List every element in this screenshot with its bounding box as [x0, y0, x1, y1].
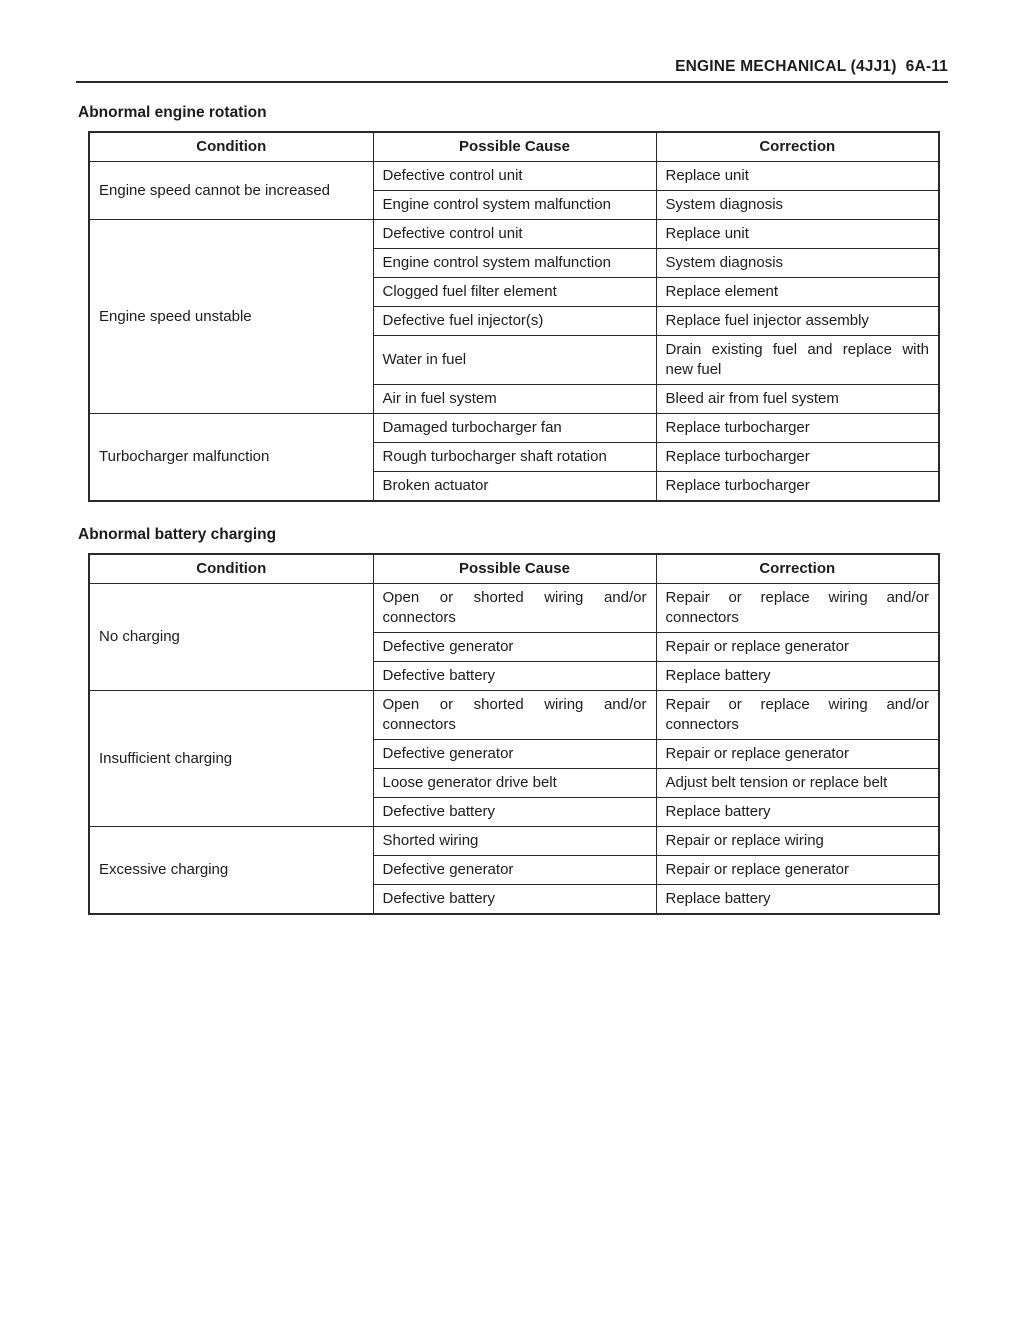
correction-cell: Repair or replace generator: [656, 740, 939, 769]
cause-cell: Open or shorted wiring and/or connectors: [373, 691, 656, 740]
header-row: [89, 132, 939, 162]
cause-cell: Clogged fuel filter element: [373, 278, 656, 307]
table-row: [89, 162, 939, 191]
condition-cell: Engine speed unstable: [89, 220, 373, 414]
column-header: Possible Cause: [373, 554, 656, 584]
cause-cell: Defective generator: [373, 856, 656, 885]
correction-cell: Replace battery: [656, 798, 939, 827]
cause-cell: Defective control unit: [373, 162, 656, 191]
condition-cell: Turbocharger malfunction: [89, 414, 373, 502]
table-row: [89, 220, 939, 249]
correction-cell: Replace turbocharger: [656, 443, 939, 472]
cause-cell: Defective fuel injector(s): [373, 307, 656, 336]
column-header: Correction: [656, 554, 939, 584]
cause-cell: Damaged turbocharger fan: [373, 414, 656, 443]
correction-cell: Replace battery: [656, 662, 939, 691]
cause-cell: Defective control unit: [373, 220, 656, 249]
table-row: [89, 691, 939, 740]
troubleshooting-table-engine-rotation: [88, 131, 940, 502]
correction-cell: Replace turbocharger: [656, 414, 939, 443]
troubleshooting-table-battery-charging: [88, 553, 940, 915]
correction-cell: Repair or replace wiring and/or connectors: [656, 691, 939, 740]
correction-cell: Replace element: [656, 278, 939, 307]
correction-cell: Replace fuel injector assembly: [656, 307, 939, 336]
cause-cell: Defective battery: [373, 885, 656, 915]
column-header: Correction: [656, 132, 939, 162]
cause-cell: Defective battery: [373, 798, 656, 827]
cause-cell: Defective generator: [373, 633, 656, 662]
condition-cell: Excessive charging: [89, 827, 373, 915]
header-row: [89, 554, 939, 584]
correction-cell: Repair or replace wiring: [656, 827, 939, 856]
cause-cell: Air in fuel system: [373, 385, 656, 414]
cause-cell: Engine control system malfunction: [373, 249, 656, 278]
cause-cell: Loose generator drive belt: [373, 769, 656, 798]
cause-cell: Engine control system malfunction: [373, 191, 656, 220]
correction-cell: Replace battery: [656, 885, 939, 915]
cause-cell: Broken actuator: [373, 472, 656, 502]
column-header: Condition: [89, 554, 373, 584]
section-title-abnormal-battery-charging: Abnormal battery charging: [78, 526, 277, 543]
cause-cell: Rough turbocharger shaft rotation: [373, 443, 656, 472]
page-content: [78, 104, 938, 915]
correction-cell: Adjust belt tension or replace belt: [656, 769, 939, 798]
cause-cell: Open or shorted wiring and/or connectors: [373, 584, 656, 633]
correction-cell: System diagnosis: [656, 249, 939, 278]
correction-cell: Replace unit: [656, 162, 939, 191]
table-row: [89, 414, 939, 443]
condition-cell: Insufficient charging: [89, 691, 373, 827]
correction-cell: Repair or replace generator: [656, 633, 939, 662]
cause-cell: Defective generator: [373, 740, 656, 769]
correction-cell: System diagnosis: [656, 191, 939, 220]
cause-cell: Defective battery: [373, 662, 656, 691]
correction-cell: Replace unit: [656, 220, 939, 249]
page-header: ENGINE MECHANICAL (4JJ1) 6A-11: [76, 58, 948, 83]
correction-cell: Repair or replace generator: [656, 856, 939, 885]
correction-cell: Replace turbocharger: [656, 472, 939, 502]
cause-cell: Water in fuel: [373, 336, 656, 385]
correction-cell: Bleed air from fuel system: [656, 385, 939, 414]
section-title-abnormal-engine-rotation: Abnormal engine rotation: [78, 104, 267, 121]
table-row: [89, 584, 939, 633]
condition-cell: Engine speed cannot be increased: [89, 162, 373, 220]
correction-cell: Drain existing fuel and replace with new fuel: [656, 336, 939, 385]
table-row: [89, 827, 939, 856]
column-header: Possible Cause: [373, 132, 656, 162]
cause-cell: Shorted wiring: [373, 827, 656, 856]
correction-cell: Repair or replace wiring and/or connectors: [656, 584, 939, 633]
condition-cell: No charging: [89, 584, 373, 691]
column-header: Condition: [89, 132, 373, 162]
